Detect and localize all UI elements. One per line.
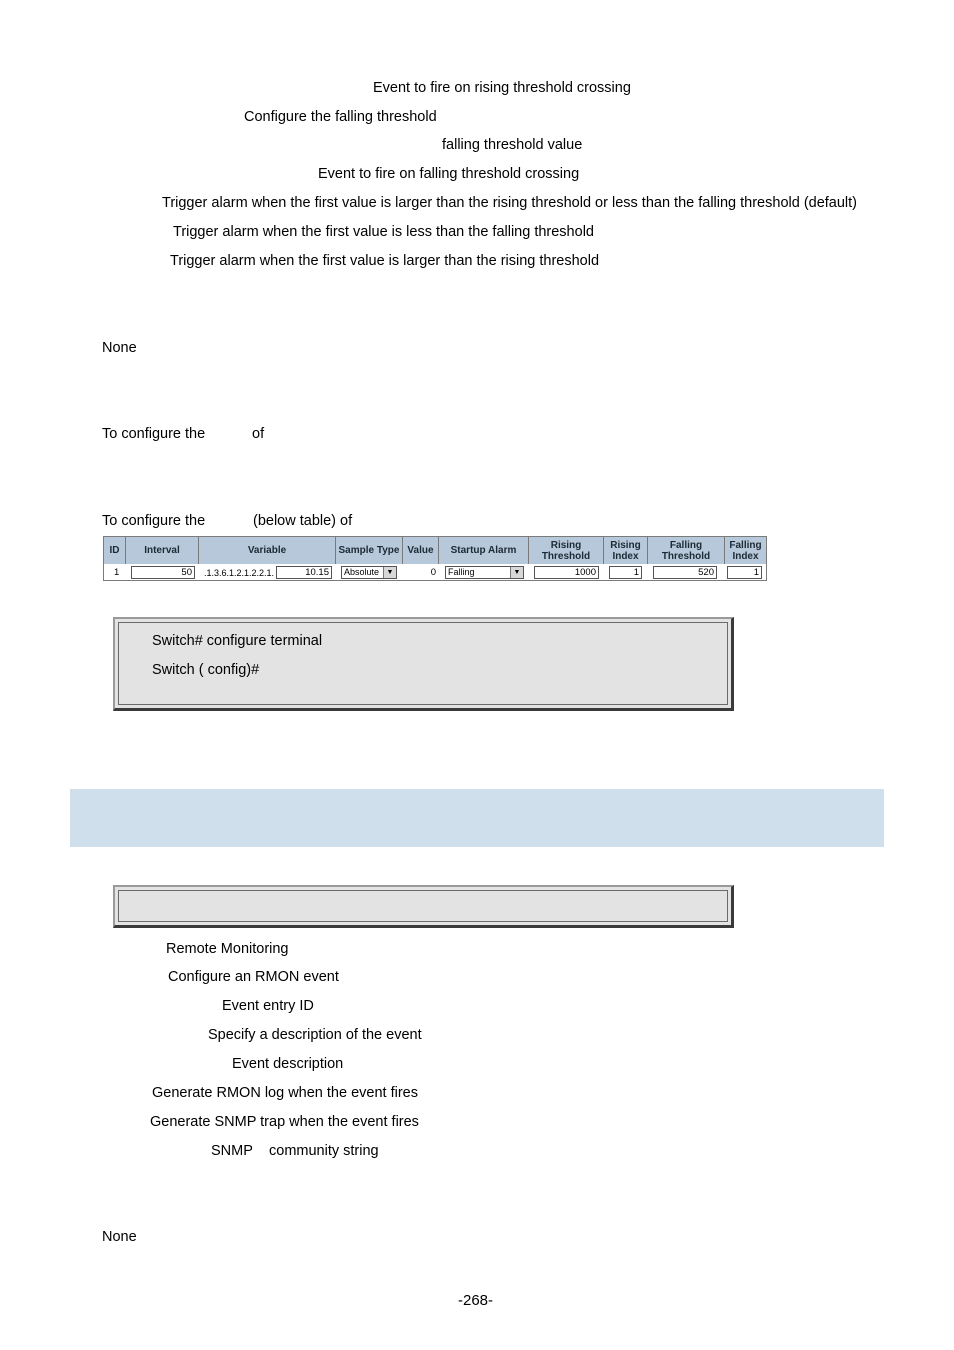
code-line-1: Switch# configure terminal xyxy=(152,633,323,649)
page-number: -268- xyxy=(458,1292,494,1309)
default-value-2: None xyxy=(102,1229,137,1245)
param-falling-event: Event to fire on falling threshold crossing xyxy=(318,166,580,182)
param-community: community string xyxy=(269,1143,379,1159)
param-event-id: Event entry ID xyxy=(222,998,314,1014)
row-value: 0 xyxy=(430,567,436,578)
rmon-alarm-table xyxy=(103,536,767,581)
interval-input[interactable]: 50 xyxy=(131,566,195,579)
header-variable: Variable xyxy=(199,537,336,564)
header-falling-index: Falling Index xyxy=(725,537,766,564)
param-configure-event: Configure an RMON event xyxy=(168,969,339,985)
param-description: Specify a description of the event xyxy=(208,1027,422,1043)
startup-alarm-select[interactable] xyxy=(445,566,524,579)
param-trigger-rising: Trigger alarm when the first value is larger than the rising threshold xyxy=(170,253,600,269)
header-startup-alarm: Startup Alarm xyxy=(439,537,529,564)
param-event-description: Event description xyxy=(232,1056,344,1072)
code-line-2: Switch ( config)# xyxy=(152,662,260,678)
example-code-box xyxy=(113,617,734,711)
param-falling-threshold: Configure the falling threshold xyxy=(244,109,437,125)
header-rising-index: Rising Index xyxy=(604,537,648,564)
section-heading-band xyxy=(70,789,884,847)
header-rising-threshold: Rising Threshold xyxy=(529,537,604,564)
param-rising-event: Event to fire on rising threshold crossing xyxy=(373,80,631,96)
falling-threshold-input[interactable]: 520 xyxy=(653,566,717,579)
param-log: Generate RMON log when the event fires xyxy=(152,1085,418,1101)
sample-type-select[interactable] xyxy=(341,566,397,579)
sample-type-value: Absolute xyxy=(344,567,380,577)
default-value: None xyxy=(102,340,137,356)
command-syntax-box xyxy=(113,885,734,928)
variable-prefix: .1.3.6.1.2.1.2.2.1. xyxy=(204,567,275,578)
header-sample-type: Sample Type xyxy=(336,537,403,564)
variable-input[interactable]: 10.15 xyxy=(276,566,332,579)
rising-threshold-input[interactable]: 1000 xyxy=(534,566,599,579)
header-value: Value xyxy=(403,537,439,564)
usage-text-2: To configure the xyxy=(102,513,206,529)
param-trigger-falling: Trigger alarm when the first value is less than the falling threshold xyxy=(173,224,594,240)
param-trigger-both: Trigger alarm when the first value is larger than the rising threshold or less than the falling threshold (default) xyxy=(162,195,858,211)
startup-alarm-value: Falling xyxy=(448,567,475,577)
chevron-down-icon: ▼ xyxy=(510,567,523,578)
param-remote-monitoring: Remote Monitoring xyxy=(166,941,289,957)
param-falling-value: falling threshold value xyxy=(442,137,583,153)
usage-text-1-of: of xyxy=(252,426,265,442)
usage-text-1: To configure the xyxy=(102,426,206,442)
header-falling-threshold: Falling Threshold xyxy=(648,537,725,564)
usage-text-2-of: (below table) of xyxy=(253,513,353,529)
header-interval: Interval xyxy=(126,537,199,564)
param-trap: Generate SNMP trap when the event fires xyxy=(150,1114,419,1130)
falling-index-input[interactable]: 1 xyxy=(727,566,762,579)
header-id: ID xyxy=(104,537,126,564)
row-id: 1 xyxy=(114,567,120,578)
param-snmp: SNMP xyxy=(211,1143,253,1159)
chevron-down-icon: ▼ xyxy=(383,567,396,578)
rising-index-input[interactable]: 1 xyxy=(609,566,642,579)
